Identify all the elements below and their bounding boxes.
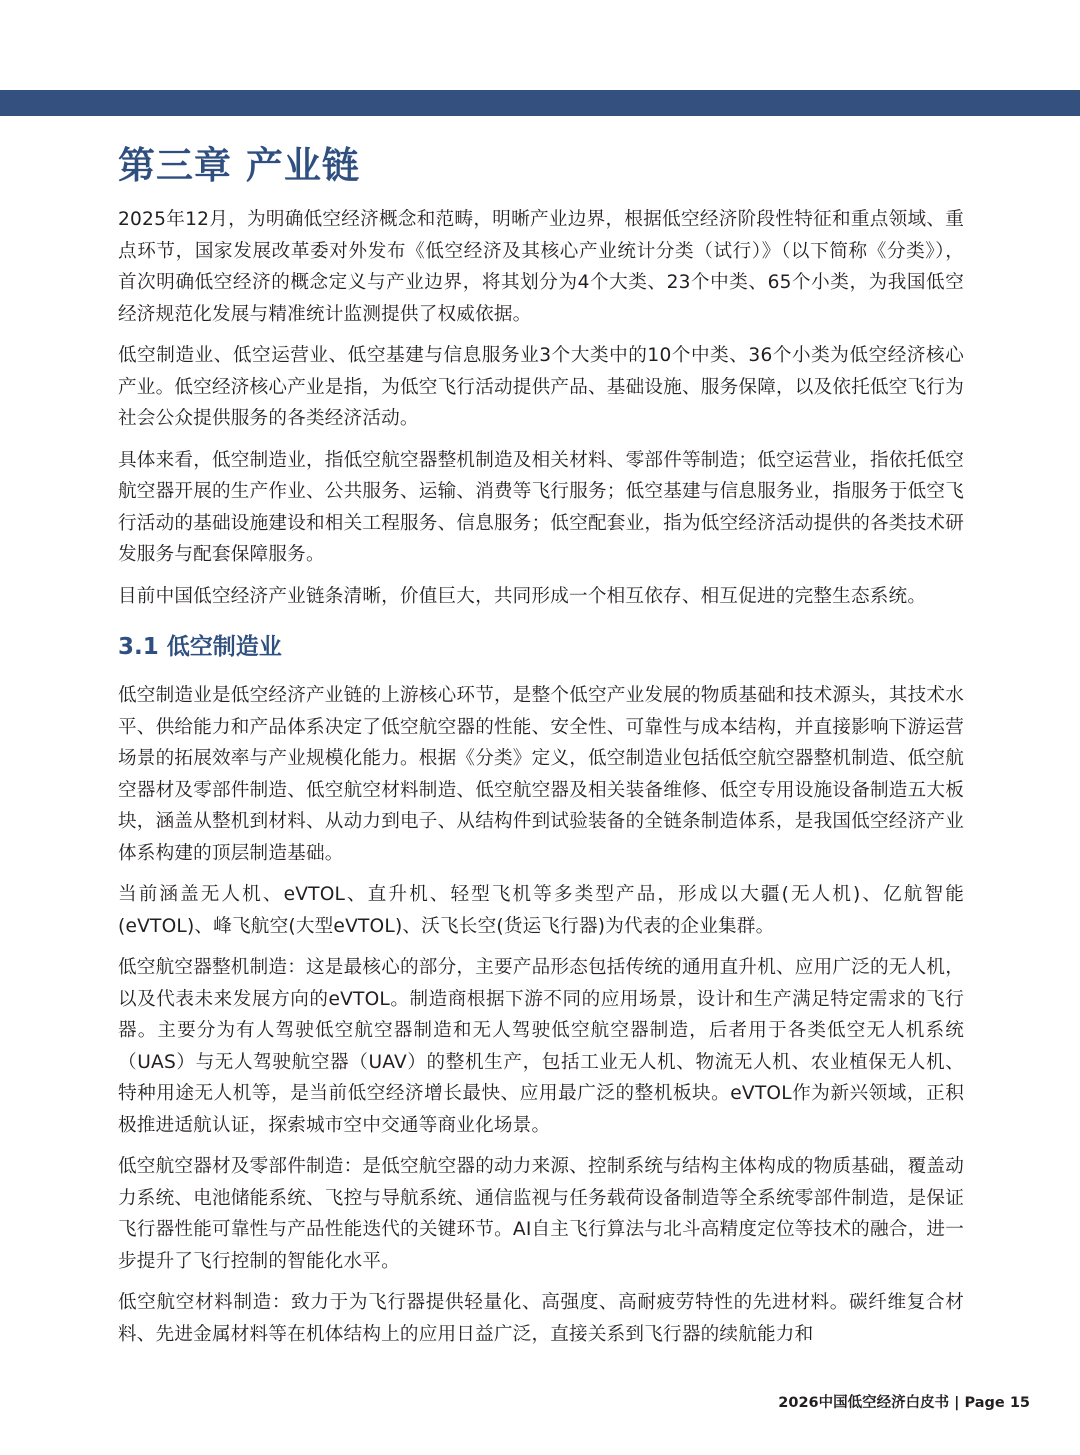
header-band [0, 90, 1080, 116]
section-paragraph: 低空航空材料制造：致力于为飞行器提供轻量化、高强度、高耐疲劳特性的先进材料。碳纤维复合材料、先进金属材料等在机体结构上的应用日益广泛，直接关系到飞行器的续航能力和 [118, 1292, 964, 1345]
page-footer: 2026中国低空经济白皮书 | Page 15 [778, 1395, 1030, 1411]
section-paragraph: 低空航空器整机制造：这是最核心的部分，主要产品形态包括传统的通用直升机、应用广泛的无人机，以及代表未来发展方向的eVTOL。制造商根据下游不同的应用场景，设计和生产满足特定需求的飞行器。主要分为有人驾驶低空航空器制造和无人驾驶低空航空器制造，后者用于各类低空无人机系统（UAS）与无人驾驶航空器（UAV）的整机生产，包括工业无人机、物流无人机、农业植保无人机、特种用途无人机等，是当前低空经济增长最快、应用最广泛的整机板块。eVTOL作为新兴领域，正积极推进适航认证，探索城市空中交通等商业化场景。 [118, 957, 964, 1136]
intro-paragraph: 低空制造业、低空运营业、低空基建与信息服务业3个大类中的10个中类、36个小类为低空经济核心产业。低空经济核心产业是指，为低空飞行活动提供产品、基础设施、服务保障，以及依托低空飞行为社会公众提供服务的各类经济活动。 [118, 345, 964, 429]
intro-paragraph: 具体来看，低空制造业，指低空航空器整机制造及相关材料、零部件等制造；低空运营业，指依托低空航空器开展的生产作业、公共服务、运输、消费等飞行服务；低空基建与信息服务业，指服务于低空飞行活动的基础设施建设和相关工程服务、信息服务；低空配套业，指为低空经济活动提供的各类技术研发服务与配套保障服务。 [118, 449, 964, 565]
chapter-title: 第三章 产业链 [118, 144, 360, 187]
section-paragraph: 当前涵盖无人机、eVTOL、直升机、轻型飞机等多类型产品，形成以大疆(无人机)、亿航智能(eVTOL)、峰飞航空(大型eVTOL)、沃飞长空(货运飞行器)为代表的企业集群。 [118, 884, 964, 937]
section-paragraph: 低空制造业是低空经济产业链的上游核心环节，是整个低空产业发展的物质基础和技术源头，其技术水平、供给能力和产品体系决定了低空航空器的性能、安全性、可靠性与成本结构，并直接影响下游运营场景的拓展效率与产业规模化能力。根据《分类》定义，低空制造业包括低空航空器整机制造、低空航空器材及零部件制造、低空航空材料制造、低空航空器及相关装备维修、低空专用设施设备制造五大板块，涵盖从整机到材料、从动力到电子、从结构件到试验装备的全链条制造体系，是我国低空经济产业体系构建的顶层制造基础。 [118, 685, 964, 864]
section-title: 3.1 低空制造业 [118, 634, 282, 660]
section-paragraph: 低空航空器材及零部件制造：是低空航空器的动力来源、控制系统与结构主体构成的物质基础，覆盖动力系统、电池储能系统、飞控与导航系统、通信监视与任务载荷设备制造等全系统零部件制造，是保证飞行器性能可靠性与产品性能迭代的关键环节。AI自主飞行算法与北斗高精度定位等技术的融合，进一步提升了飞行控制的智能化水平。 [118, 1156, 964, 1272]
intro-paragraph: 目前中国低空经济产业链条清晰，价值巨大，共同形成一个相互依存、相互促进的完整生态系统。 [118, 585, 927, 607]
intro-paragraph: 2025年12月，为明确低空经济概念和范畴，明晰产业边界，根据低空经济阶段性特征和重点领域、重点环节，国家发展改革委对外发布《低空经济及其核心产业统计分类（试行）》（以下简称《分类》），首次明确低空经济的概念定义与产业边界，将其划分为4个大类、23个中类、65个小类，为我国低空经济规范化发展与精准统计监测提供了权威依据。 [118, 209, 964, 325]
page-content [118, 140, 964, 1360]
